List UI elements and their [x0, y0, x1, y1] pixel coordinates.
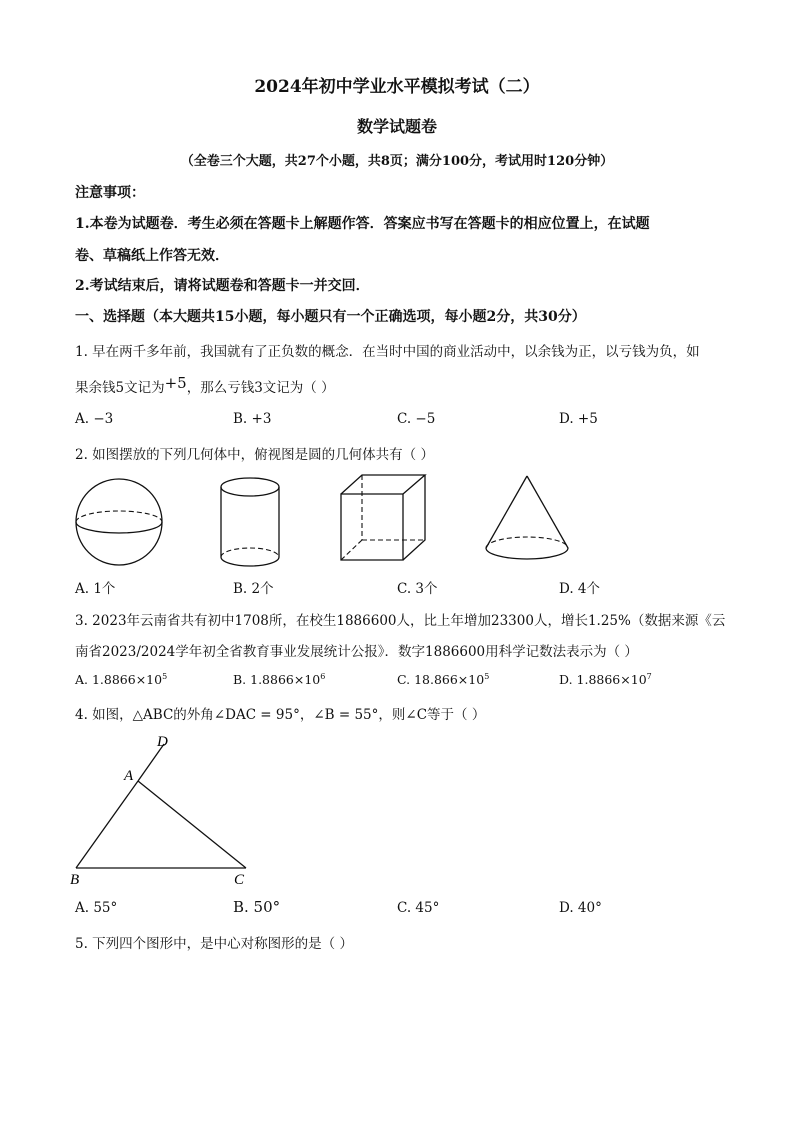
triangle-figure [66, 728, 266, 890]
section-1-heading: 一、选择题（本大题共15小题，每小题只有一个正确选项，每小题2分，共30分） [75, 309, 586, 325]
sphere-icon [72, 472, 168, 572]
segment-ac [138, 781, 246, 868]
q1-option-d: D. +5 [559, 411, 598, 427]
q1-option-c: C. −5 [397, 411, 436, 427]
q1-line-1: 1. 早在两千多年前，我国就有了正负数的概念．在当时中国的商业活动中，以余钱为正，以亏钱为负，如 [75, 344, 700, 360]
q2-option-a: A. 1个 [75, 581, 116, 597]
q3-option-d-label: D. 1.8866×10 [559, 672, 647, 687]
label-a: A [124, 768, 134, 784]
q2-option-d: D. 4个 [559, 581, 601, 597]
cone-icon [480, 472, 576, 572]
notice-item-2: 2.考试结束后，请将试题卷和答题卡一并交回． [75, 278, 370, 294]
notice-item-1-line-1: 1.本卷为试题卷．考生必须在答题卡上解题作答．答案应书写在答题卡的相应位置上，在试题 [75, 216, 650, 232]
q1-line-2 [75, 376, 335, 396]
q5-text: 5. 下列四个图形中，是中心对称图形的是（ ） [75, 936, 353, 952]
q3-option-b [233, 672, 325, 687]
notice-heading: 注意事项： [75, 185, 145, 201]
q2-option-b: B. 2个 [233, 581, 274, 597]
q3-option-c-exp: 5 [484, 671, 490, 681]
exam-info: （全卷三个大题，共27个小题，共8页；满分100分，考试用时120分钟） [180, 154, 614, 169]
q2-option-c: C. 3个 [397, 581, 438, 597]
segment-ba [76, 781, 138, 868]
q4-option-b: B. 50° [233, 898, 281, 916]
q3-option-d-exp: 7 [646, 671, 652, 681]
label-c: C [234, 872, 245, 888]
q1-line-2-a: 果余钱5文记为 [75, 380, 165, 396]
label-b: B [70, 872, 80, 888]
q3-option-c [397, 672, 489, 687]
q3-option-c-label: C. 18.866×10 [397, 672, 485, 687]
q3-option-b-label: B. 1.8866×10 [233, 672, 321, 687]
q4-option-a: A. 55° [75, 900, 118, 916]
q3-option-d [559, 672, 652, 687]
cylinder-icon [216, 474, 286, 574]
q3-option-b-exp: 6 [320, 671, 326, 681]
q1-option-b: B. +3 [233, 411, 272, 427]
exam-subtitle: 数学试题卷 [356, 117, 437, 136]
q3-option-a [75, 672, 167, 687]
q2-text: 2. 如图摆放的下列几何体中，俯视图是圆的几何体共有（ ） [75, 447, 434, 463]
q3-option-a-exp: 5 [162, 671, 168, 681]
label-d: D [157, 734, 168, 750]
q4-option-d: D. 40° [559, 900, 602, 916]
q4-text: 4. 如图，△ABC的外角∠DAC = 95°，∠B = 55°，则∠C等于（ ） [75, 707, 486, 723]
cube-icon [336, 470, 432, 570]
q4-option-c: C. 45° [397, 900, 440, 916]
exam-title: 2024年初中学业水平模拟考试（二） [254, 77, 540, 97]
q3-option-a-label: A. 1.8866×10 [75, 672, 163, 687]
q3-line-2: 南省2023/2024学年初全省教育事业发展统计公报》．数字1886600用科学记数法表示为（ ） [75, 644, 638, 660]
q1-line-2-b: ，那么亏钱3文记为（ ） [186, 380, 335, 396]
q1-option-a: A. −3 [75, 411, 114, 427]
q3-line-1: 3. 2023年云南省共有初中1708所，在校生1886600人，比上年增加23300人，增长1.25%（数据来源《云 [75, 613, 726, 629]
q1-math-plus5: +5 [164, 374, 187, 392]
notice-item-1-line-2: 卷、草稿纸上作答无效． [75, 248, 229, 264]
